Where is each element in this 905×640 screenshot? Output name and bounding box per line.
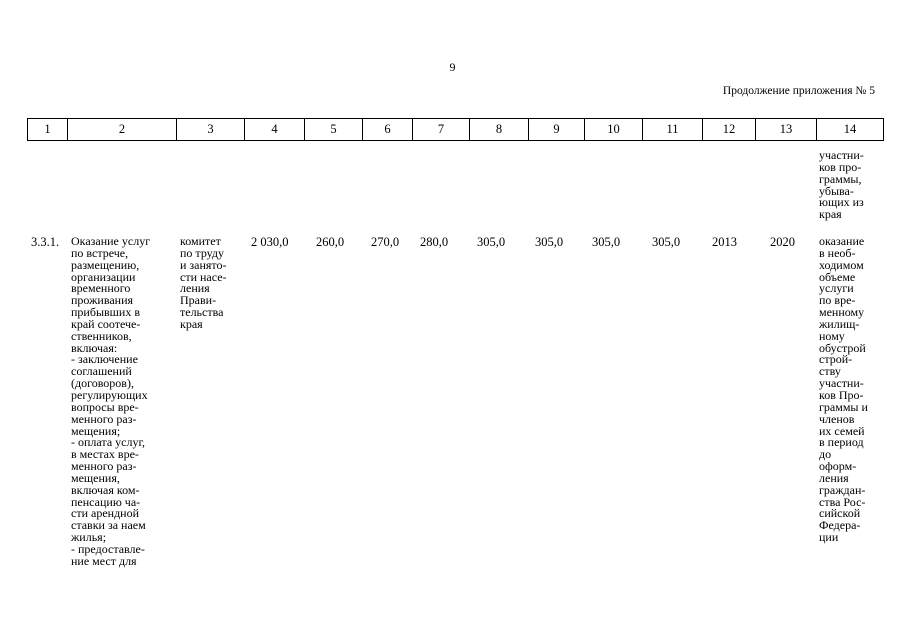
row-number: 3.3.1. [31, 235, 60, 249]
page-number: 9 [449, 60, 456, 74]
cell-col-9: 305,0 [535, 235, 564, 249]
header-col-12: 12 [703, 119, 756, 141]
cell-col-5: 260,0 [316, 235, 345, 249]
header-col-6: 6 [363, 119, 413, 141]
header-col-7: 7 [413, 119, 470, 141]
appendix-continuation-title: Продолжение приложения № 5 [722, 85, 875, 97]
column-number-header [27, 118, 884, 141]
header-col-8: 8 [470, 119, 529, 141]
header-col-3: 3 [177, 119, 245, 141]
header-col-4: 4 [245, 119, 305, 141]
cell-col-7: 280,0 [420, 235, 449, 249]
cell-col-8: 305,0 [477, 235, 506, 249]
header-col-13: 13 [756, 119, 817, 141]
cell-col-6: 270,0 [371, 235, 400, 249]
header-col-9: 9 [529, 119, 585, 141]
header-col-5: 5 [305, 119, 363, 141]
measure-description: Оказание услуг по встрече, размещению, организации временного проживания прибывших в край соотече- ственников, включая: - заключение соглашений (договоров), регулирующих вопросы вре- менного раз- мещения; - оплата услуг, в местах вре- менного раз- мещения, включая ком- пенсацию ча- сти арендной ставки за наем жилья; - предоставле- ние мест для [71, 234, 151, 568]
cell-col-4: 2 030,0 [251, 235, 289, 249]
expected-result-text: оказание в необ- ходимом объеме услуги по вре- менному жилищ- ному обустрой строй- ству участни- ков Про- граммы и членов их семей в период до оформ- ления граждан- ства Рос- сийской Федера- ции [819, 234, 868, 545]
cell-col-13: 2020 [770, 235, 795, 249]
cell-col-12: 2013 [712, 235, 737, 249]
header-col-2: 2 [68, 119, 177, 141]
header-col-1: 1 [28, 119, 68, 141]
cell-col-11: 305,0 [652, 235, 681, 249]
header-col-11: 11 [643, 119, 703, 141]
cell-col-10: 305,0 [592, 235, 621, 249]
header-col-10: 10 [585, 119, 643, 141]
executor-text: комитет по труду и занято- сти насе- ления Прави- тельства края [180, 234, 227, 331]
header-col-14: 14 [817, 119, 884, 141]
carryover-result-text: участни- ков про- граммы, убыва- ющих из края [819, 148, 864, 222]
